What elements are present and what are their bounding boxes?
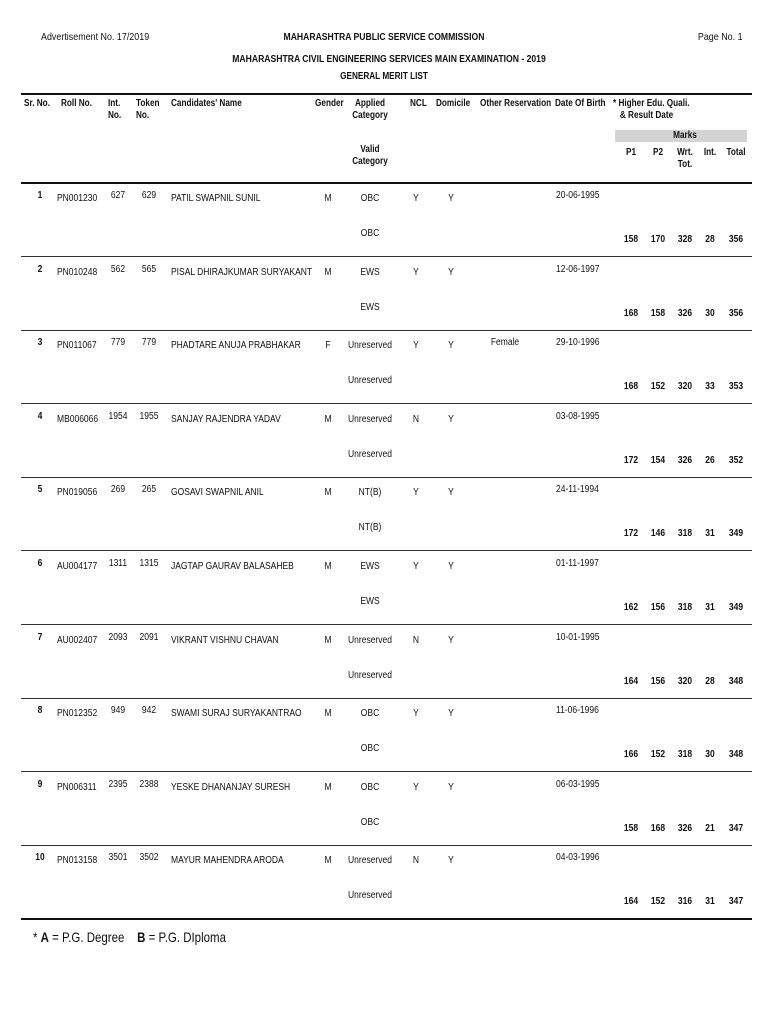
candidate-name: YESKE DHANANJAY SURESH — [171, 781, 291, 793]
int-no: 562 — [110, 263, 126, 275]
date-of-birth: 20-06-1995 — [556, 190, 600, 201]
date-of-birth: 04-03-1996 — [556, 852, 600, 864]
roll-no: PN001230 — [57, 193, 98, 204]
col-marks: Marks — [673, 130, 697, 141]
col-higher-edu: * Higher Edu. Quali. & Result Date — [613, 98, 690, 121]
ncl: N — [412, 634, 420, 646]
list-title: GENERAL MERIT LIST — [340, 71, 428, 82]
domicile: Y — [448, 855, 454, 867]
interview-marks: 31 — [705, 602, 715, 613]
advertisement-number: Advertisement No. 17/2019 — [41, 31, 150, 43]
interview-marks: 33 — [705, 381, 715, 393]
sr-no: 3 — [37, 337, 43, 349]
written-total: 328 — [677, 234, 693, 245]
col-date-of-birth: Date Of Birth — [555, 98, 606, 109]
col-int-no: Int. No. — [108, 98, 122, 121]
interview-marks: 31 — [705, 528, 715, 540]
domicile: Y — [448, 634, 454, 646]
marks-p1: 158 — [623, 234, 639, 245]
total-marks: 348 — [728, 675, 744, 687]
candidate-name: GOSAVI SWAPNIL ANIL — [171, 487, 264, 499]
gender: M — [324, 413, 332, 425]
row-separator — [21, 698, 752, 699]
interview-marks: 30 — [705, 307, 715, 319]
candidate-name: JAGTAP GAURAV BALASAHEB — [171, 561, 294, 572]
date-of-birth: 06-03-1995 — [556, 778, 600, 790]
marks-p1: 162 — [623, 602, 639, 613]
gender: M — [324, 781, 332, 793]
valid-category: EWS — [360, 301, 380, 313]
col-applied-category: Applied Category — [352, 98, 388, 121]
legend-star: * — [33, 929, 38, 945]
candidate-name: PHADTARE ANUJA PRABHAKAR — [171, 340, 301, 352]
marks-p2: 152 — [650, 381, 666, 393]
col-valid-category: Valid Category — [352, 144, 388, 167]
applied-category: EWS — [360, 561, 380, 572]
candidate-name: PATIL SWAPNIL SUNIL — [171, 193, 261, 204]
other-reservation: Female — [490, 337, 520, 349]
roll-no: AU002407 — [57, 634, 98, 646]
applied-category: NT(B) — [358, 487, 382, 499]
token-no: 779 — [141, 337, 157, 349]
interview-marks: 28 — [705, 675, 715, 687]
ncl: Y — [413, 781, 419, 793]
col-total: Total — [726, 147, 746, 158]
sr-no: 7 — [37, 631, 43, 643]
legend-a-text: = P.G. Degree — [52, 929, 125, 945]
marks-p2: 156 — [650, 675, 666, 687]
sr-no: 6 — [37, 558, 43, 569]
written-total: 326 — [677, 822, 693, 834]
legend-a-key: A — [40, 929, 49, 945]
valid-category: OBC — [360, 816, 380, 828]
applied-category: EWS — [360, 266, 380, 278]
domicile: Y — [448, 781, 454, 793]
int-no: 3501 — [108, 852, 128, 864]
applied-category: OBC — [360, 193, 380, 204]
token-no: 1955 — [139, 410, 159, 422]
date-of-birth: 11-06-1996 — [556, 705, 599, 717]
col-written-total: Wrt. Tot. — [677, 147, 693, 170]
domicile: Y — [448, 266, 454, 278]
roll-no: MB006066 — [57, 413, 99, 425]
roll-no: PN013158 — [57, 855, 98, 867]
date-of-birth: 24-11-1994 — [556, 484, 599, 496]
gender: M — [324, 561, 332, 572]
total-marks: 348 — [728, 749, 744, 761]
date-of-birth: 10-01-1995 — [556, 631, 600, 643]
marks-p1: 168 — [623, 307, 639, 319]
col-p2: P2 — [652, 147, 664, 158]
header-bottom-rule — [21, 182, 752, 184]
col-token-no: Token No. — [136, 98, 160, 121]
interview-marks: 31 — [705, 896, 715, 908]
int-no: 1954 — [108, 410, 128, 422]
domicile: Y — [448, 193, 454, 204]
token-no: 565 — [141, 263, 157, 275]
roll-no: PN010248 — [57, 266, 98, 278]
ncl: Y — [413, 193, 419, 204]
applied-category: OBC — [360, 781, 380, 793]
gender: M — [324, 266, 332, 278]
int-no: 627 — [110, 190, 126, 201]
row-separator — [21, 477, 752, 478]
marks-p2: 168 — [650, 822, 666, 834]
total-marks: 349 — [728, 602, 744, 613]
ncl: Y — [413, 708, 419, 720]
int-no: 1311 — [108, 558, 128, 569]
marks-p1: 158 — [623, 822, 639, 834]
sr-no: 10 — [35, 852, 45, 864]
ncl: Y — [413, 487, 419, 499]
sr-no: 8 — [37, 705, 43, 717]
token-no: 1315 — [139, 558, 159, 569]
row-separator — [21, 624, 752, 625]
row-separator — [21, 403, 752, 404]
int-no: 2093 — [108, 631, 128, 643]
gender: M — [324, 855, 332, 867]
total-marks: 352 — [728, 454, 744, 466]
domicile: Y — [448, 561, 454, 572]
applied-category: Unreserved — [348, 413, 392, 425]
row-separator — [21, 256, 752, 257]
col-candidate-name: Candidates' Name — [171, 98, 242, 109]
marks-p1: 164 — [623, 896, 639, 908]
interview-marks: 21 — [705, 822, 715, 834]
valid-category: OBC — [360, 743, 380, 755]
row-separator — [21, 771, 752, 772]
token-no: 629 — [141, 190, 157, 201]
written-total: 318 — [677, 602, 693, 613]
candidate-name: SANJAY RAJENDRA YADAV — [171, 413, 281, 425]
candidate-name: SWAMI SURAJ SURYAKANTRAO — [171, 708, 302, 720]
applied-category: Unreserved — [348, 340, 392, 352]
gender: M — [324, 193, 332, 204]
marks-p2: 154 — [650, 454, 666, 466]
valid-category: Unreserved — [348, 375, 392, 387]
total-marks: 347 — [728, 822, 744, 834]
applied-category: Unreserved — [348, 634, 392, 646]
roll-no: PN012352 — [57, 708, 98, 720]
marks-p1: 168 — [623, 381, 639, 393]
page-number: Page No. 1 — [698, 31, 743, 43]
domicile: Y — [448, 413, 454, 425]
valid-category: EWS — [360, 596, 380, 607]
valid-category: Unreserved — [348, 890, 392, 902]
valid-category: OBC — [360, 228, 380, 239]
date-of-birth: 12-06-1997 — [556, 263, 600, 275]
interview-marks: 26 — [705, 454, 715, 466]
col-p1: P1 — [625, 147, 637, 158]
marks-p2: 156 — [650, 602, 666, 613]
ncl: Y — [413, 266, 419, 278]
candidate-name: VIKRANT VISHNU CHAVAN — [171, 634, 279, 646]
written-total: 320 — [677, 675, 693, 687]
marks-p2: 152 — [650, 749, 666, 761]
written-total: 318 — [677, 749, 693, 761]
roll-no: PN011067 — [57, 340, 97, 352]
roll-no: PN006311 — [57, 781, 97, 793]
ncl: N — [412, 855, 420, 867]
col-sr-no: Sr. No. — [24, 98, 50, 109]
int-no: 949 — [110, 705, 126, 717]
sr-no: 5 — [37, 484, 43, 496]
token-no: 2091 — [139, 631, 159, 643]
written-total: 318 — [677, 528, 693, 540]
marks-p2: 146 — [650, 528, 666, 540]
gender: M — [324, 708, 332, 720]
col-roll-no: Roll No. — [61, 98, 92, 109]
col-interview: Int. — [703, 147, 717, 158]
total-marks: 349 — [728, 528, 744, 540]
gender: M — [324, 487, 332, 499]
domicile: Y — [448, 340, 454, 352]
int-no: 779 — [110, 337, 126, 349]
date-of-birth: 29-10-1996 — [556, 337, 600, 349]
legend — [33, 929, 226, 945]
col-ncl: NCL — [410, 98, 427, 109]
candidate-name: PISAL DHIRAJKUMAR SURYAKANT — [171, 266, 313, 278]
token-no: 2388 — [139, 778, 159, 790]
row-separator — [21, 550, 752, 551]
domicile: Y — [448, 487, 454, 499]
row-separator — [21, 845, 752, 846]
token-no: 942 — [141, 705, 157, 717]
commission-name: MAHARASHTRA PUBLIC SERVICE COMMISSION — [283, 31, 485, 43]
token-no: 265 — [141, 484, 157, 496]
sr-no: 9 — [37, 778, 43, 790]
interview-marks: 30 — [705, 749, 715, 761]
col-other-reservation: Other Reservation — [480, 98, 552, 109]
candidate-name: MAYUR MAHENDRA ARODA — [171, 855, 284, 867]
domicile: Y — [448, 708, 454, 720]
ncl: Y — [413, 561, 419, 572]
ncl: Y — [413, 340, 419, 352]
sr-no: 1 — [37, 190, 43, 201]
sr-no: 4 — [37, 410, 43, 422]
legend-b-text: = P.G. DIploma — [148, 929, 226, 945]
marks-p1: 172 — [623, 454, 639, 466]
valid-category: NT(B) — [358, 522, 382, 534]
marks-p2: 170 — [650, 234, 666, 245]
applied-category: OBC — [360, 708, 380, 720]
written-total: 320 — [677, 381, 693, 393]
total-marks: 353 — [728, 381, 744, 393]
int-no: 2395 — [108, 778, 128, 790]
written-total: 326 — [677, 454, 693, 466]
roll-no: AU004177 — [57, 561, 98, 572]
written-total: 326 — [677, 307, 693, 319]
gender: M — [324, 634, 332, 646]
legend-b-key: B — [137, 929, 146, 945]
applied-category: Unreserved — [348, 855, 392, 867]
marks-p2: 152 — [650, 896, 666, 908]
valid-category: Unreserved — [348, 448, 392, 460]
exam-title: MAHARASHTRA CIVIL ENGINEERING SERVICES MAIN EXAMINATION - 2019 — [232, 53, 546, 65]
int-no: 269 — [110, 484, 126, 496]
ncl: N — [412, 413, 420, 425]
col-domicile: Domicile — [436, 98, 471, 109]
written-total: 316 — [677, 896, 693, 908]
sr-no: 2 — [37, 263, 43, 275]
col-gender: Gender — [315, 98, 344, 109]
marks-p1: 164 — [623, 675, 639, 687]
valid-category: Unreserved — [348, 669, 392, 681]
roll-no: PN019056 — [57, 487, 98, 499]
interview-marks: 28 — [705, 234, 715, 245]
marks-p1: 172 — [623, 528, 639, 540]
total-marks: 356 — [728, 234, 744, 245]
row-separator — [21, 330, 752, 331]
date-of-birth: 01-11-1997 — [556, 558, 599, 569]
row-separator — [21, 918, 752, 920]
header-top-rule — [21, 93, 752, 95]
token-no: 3502 — [139, 852, 159, 864]
total-marks: 347 — [728, 896, 744, 908]
marks-p2: 158 — [650, 307, 666, 319]
gender: F — [325, 340, 331, 352]
date-of-birth: 03-08-1995 — [556, 410, 600, 422]
total-marks: 356 — [728, 307, 744, 319]
marks-p1: 166 — [623, 749, 639, 761]
